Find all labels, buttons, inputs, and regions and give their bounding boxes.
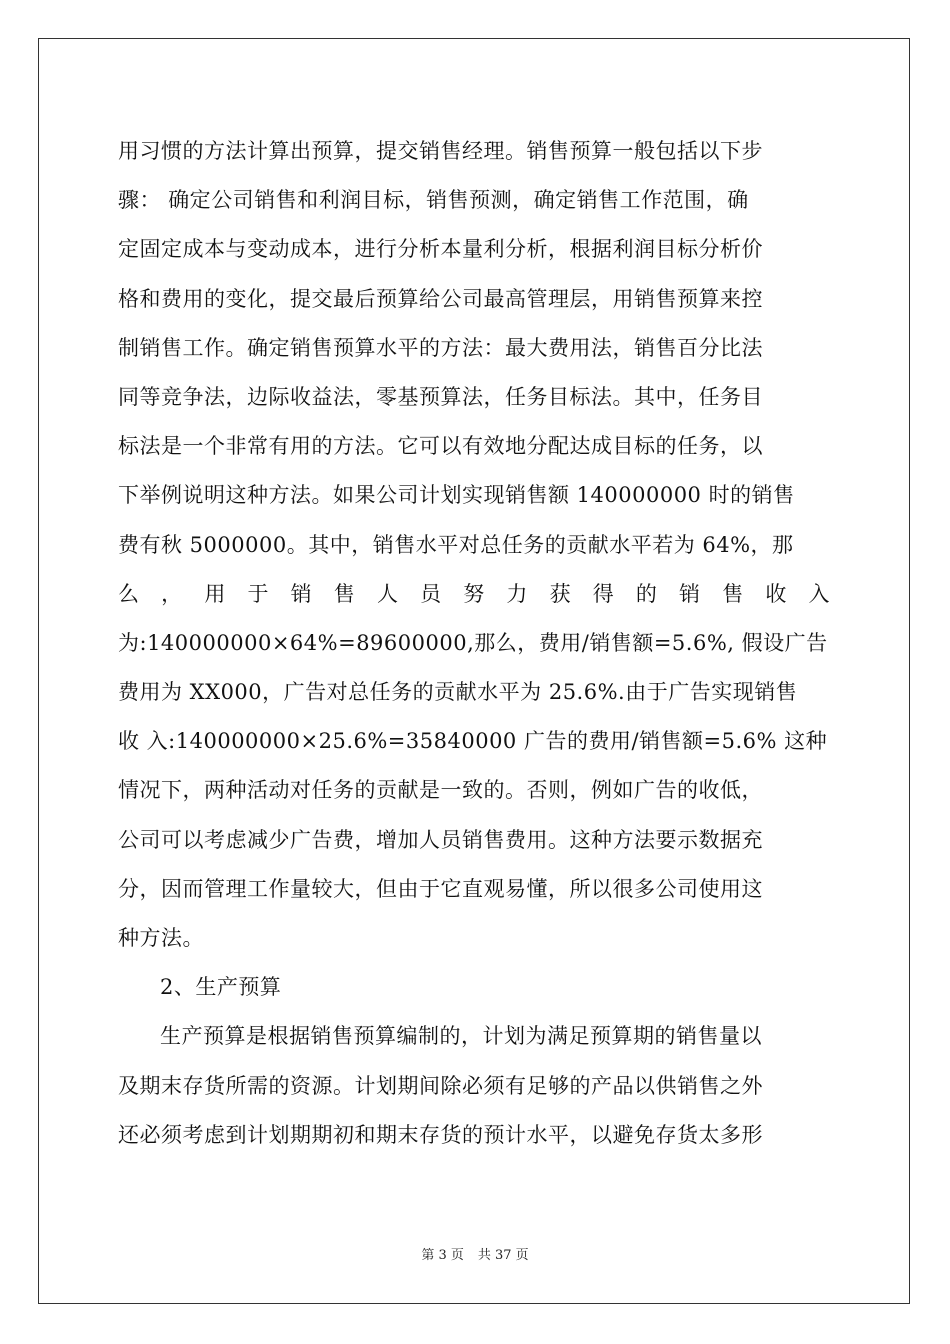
text-line: 公司可以考虑减少广告费，增加人员销售费用。这种方法要示数据充 [118, 827, 763, 852]
spaced-char: 用 [204, 581, 226, 606]
spaced-char: 人 [376, 581, 399, 606]
text-line: 分，因而管理工作量较大，但由于它直观易懂，所以很多公司使用这 [118, 876, 763, 901]
text-line: 费用为 XX000，广告对总任务的贡献水平为 25.6%.由于广告实现销售 [118, 680, 798, 705]
text-line: 标法是一个非常有用的方法。它可以有效地分配达成目标的任务，以 [118, 434, 763, 459]
spaced-char: 售 [333, 581, 356, 606]
spaced-char: 的 [635, 581, 658, 606]
text-line: 情况下，两种活动对任务的贡献是一致的。否则，例如广告的收低， [118, 778, 763, 803]
text-line: 为:140000000×64%=89600000,那么，费用/销售额=5.6%, 假设广告 [118, 630, 828, 655]
page-footer [0, 1246, 950, 1266]
spaced-char: 入 [808, 581, 830, 606]
spaced-char: 员 [420, 581, 442, 606]
text-line: 定固定成本与变动成本，进行分析本量利分析，根据利润目标分析价 [118, 237, 763, 262]
spaced-char: 销 [290, 581, 313, 606]
text-line: 收 入:140000000×25.6%=35840000 广告的费用/销售额=5.6% 这种 [118, 729, 828, 754]
spaced-char: ， [161, 581, 183, 606]
text-line: 骤： 确定公司销售和利润目标，销售预测，确定销售工作范围，确 [118, 188, 749, 213]
spaced-char: 获 [549, 581, 572, 606]
spaced-char: 努 [463, 581, 485, 606]
section-heading: 2、生产预算 [160, 975, 282, 1000]
text-line: 下举例说明这种方法。如果公司计划实现销售额 140000000 时的销售 [118, 483, 795, 508]
spaced-char: 于 [247, 581, 269, 606]
text-line: 种方法。 [118, 926, 204, 950]
text-line: 还必须考虑到计划期期初和期末存货的预计水平，以避免存货太多形 [118, 1122, 763, 1147]
text-line: 生产预算是根据销售预算编制的，计划为满足预算期的销售量以 [160, 1024, 762, 1049]
spaced-char: 收 [765, 581, 787, 606]
spaced-text-line [118, 570, 830, 619]
spaced-char: 力 [506, 581, 528, 606]
spaced-char: 得 [592, 581, 615, 606]
text-line: 费有秋 5000000。其中，销售水平对总任务的贡献水平若为 64%，那 [118, 532, 794, 557]
spaced-char: 么 [118, 581, 140, 606]
text-line: 用习惯的方法计算出预算，提交销售经理。销售预算一般包括以下步 [118, 139, 763, 163]
document-body [118, 127, 830, 1160]
page-total: 共 37 页 [477, 1248, 529, 1263]
text-line: 格和费用的变化，提交最后预算给公司最高管理层，用销售预算来控 [118, 286, 763, 311]
text-line: 同等竞争法，边际收益法，零基预算法，任务目标法。其中，任务目 [118, 384, 763, 409]
spaced-char: 售 [722, 581, 744, 606]
text-line: 制销售工作。确定销售预算水平的方法：最大费用法，销售百分比法 [118, 335, 763, 360]
spaced-char: 销 [679, 581, 701, 606]
text-line: 及期末存货所需的资源。计划期间除必须有足够的产品以供销售之外 [118, 1073, 763, 1098]
page-number: 第 3 页 [421, 1248, 464, 1263]
